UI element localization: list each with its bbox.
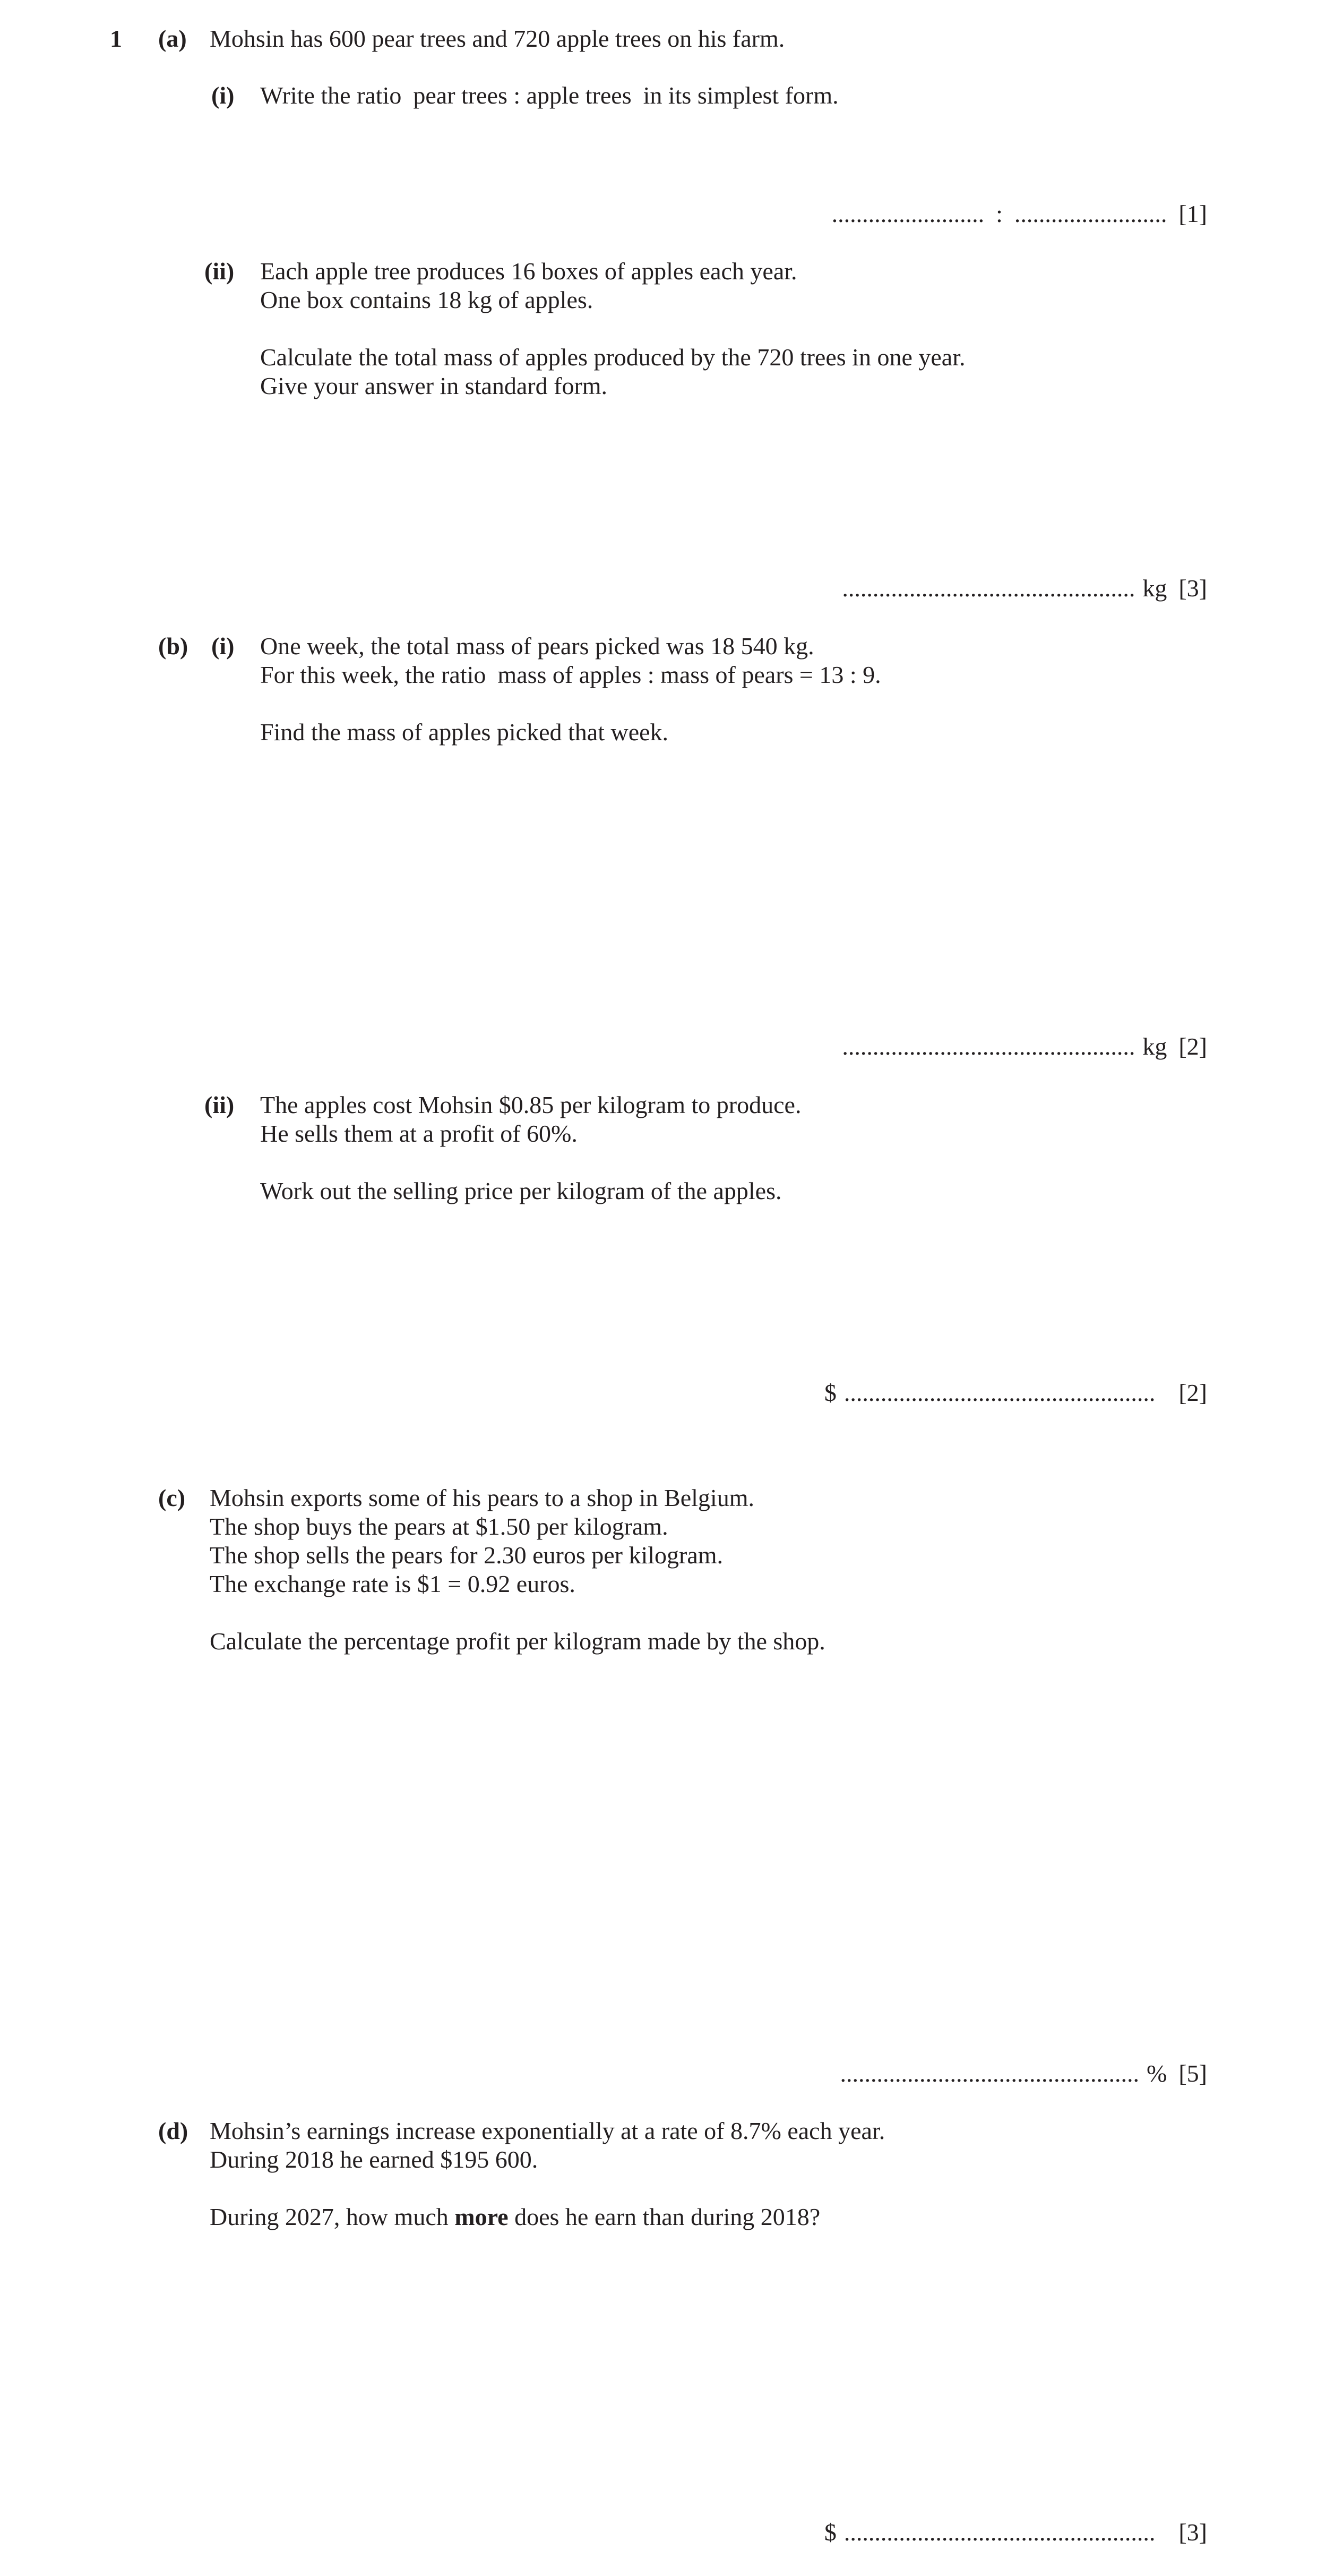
part-b-i-marks: [2] xyxy=(1178,1033,1207,1060)
question-number: 1 xyxy=(110,25,122,52)
part-a-ii-line2: One box contains 18 kg of apples. xyxy=(260,286,593,313)
part-b-ii-marks: [2] xyxy=(1178,1379,1207,1406)
part-d-line2: During 2018 he earned $195 600. xyxy=(210,2146,538,2173)
part-d-line3-post: does he earn than during 2018? xyxy=(514,2203,821,2230)
part-b-ii-line3: Work out the selling price per kilogram of the apples. xyxy=(260,1177,782,1204)
part-a-i-label: (i) xyxy=(211,82,235,109)
part-c-marks: [5] xyxy=(1178,2060,1207,2087)
part-b-i-line2-pre: For this week, the ratio xyxy=(260,661,486,688)
part-a-ii-unit: kg xyxy=(1142,575,1167,602)
part-c-answer-blank[interactable]: ................................................. xyxy=(840,2060,1140,2087)
part-a-ii-line4: Give your answer in standard form. xyxy=(260,372,608,399)
part-b-i-line1: One week, the total mass of pears picked was 18 540 kg. xyxy=(260,632,814,660)
part-b-i-line2-ratio: mass of apples : mass of pears = 13 : 9. xyxy=(497,661,881,688)
part-c-line1: Mohsin exports some of his pears to a shop in Belgium. xyxy=(210,1484,754,1511)
part-a-i-separator: : xyxy=(996,200,1003,227)
part-d-marks: [3] xyxy=(1178,2519,1207,2546)
part-a-i-answer-blank-1[interactable]: ......................... xyxy=(831,200,985,227)
part-b-i-line3: Find the mass of apples picked that week. xyxy=(260,718,669,746)
part-b-i-text xyxy=(260,632,881,747)
part-a-i-ratio: pear trees : apple trees xyxy=(413,82,632,109)
part-b-ii-currency: $ xyxy=(824,1379,837,1406)
part-b-ii-text xyxy=(260,1091,801,1205)
part-a-ii-answer-line[interactable] xyxy=(842,574,1207,603)
part-b-i-line2 xyxy=(260,661,881,688)
part-d-answer-line[interactable] xyxy=(824,2518,1207,2547)
part-d-line3-pre: During 2027, how much xyxy=(210,2203,449,2230)
part-d-answer-blank[interactable]: ................................................... xyxy=(843,2519,1156,2546)
part-d-line3-emphasis: more xyxy=(454,2203,509,2230)
part-d-line3 xyxy=(210,2203,820,2230)
part-a-i-text xyxy=(260,81,839,110)
part-d-line1: Mohsin’s earnings increase exponentially at a rate of 8.7% each year. xyxy=(210,2117,885,2144)
part-b-ii-answer-blank[interactable]: ................................................... xyxy=(843,1379,1156,1406)
part-c-line4: The exchange rate is $1 = 0.92 euros. xyxy=(210,1570,575,1597)
part-a-stem: Mohsin has 600 pear trees and 720 apple trees on his farm. xyxy=(210,25,785,52)
part-a-ii-line1: Each apple tree produces 16 boxes of apples each year. xyxy=(260,258,797,285)
part-b-ii-answer-line[interactable] xyxy=(824,1379,1207,1407)
part-a-i-marks: [1] xyxy=(1178,200,1207,227)
part-a-label: (a) xyxy=(158,25,187,52)
part-c-text xyxy=(210,1484,825,1656)
part-a-i-answer-line[interactable] xyxy=(832,200,1207,228)
part-a-i-answer-blank-2[interactable]: ......................... xyxy=(1014,200,1167,227)
part-b-i-answer-line[interactable] xyxy=(842,1032,1207,1061)
part-b-ii-line1: The apples cost Mohsin $0.85 per kilogram to produce. xyxy=(260,1091,802,1118)
part-b-i-label: (i) xyxy=(211,632,235,660)
part-a-ii-answer-blank[interactable]: ................................................ xyxy=(842,575,1135,602)
part-a-ii-label: (ii) xyxy=(204,258,235,285)
part-d-currency: $ xyxy=(824,2519,837,2546)
part-c-unit: % xyxy=(1147,2060,1167,2087)
part-a-i-text-pre: Write the ratio xyxy=(260,82,402,109)
part-d-label: (d) xyxy=(158,2117,188,2144)
part-c-label: (c) xyxy=(158,1484,186,1511)
part-b-label: (b) xyxy=(158,632,188,660)
part-a-ii-line3: Calculate the total mass of apples produced by the 720 trees in one year. xyxy=(260,344,966,371)
part-b-ii-line2: He sells them at a profit of 60%. xyxy=(260,1120,578,1147)
part-b-i-unit: kg xyxy=(1142,1033,1167,1060)
part-a-ii-text xyxy=(260,257,965,400)
part-b-i-answer-blank[interactable]: ................................................ xyxy=(842,1033,1135,1060)
part-d-text xyxy=(210,2117,885,2231)
part-c-line5: Calculate the percentage profit per kilogram made by the shop. xyxy=(210,1628,825,1655)
part-c-line2: The shop buys the pears at $1.50 per kilogram. xyxy=(210,1513,668,1540)
part-a-ii-marks: [3] xyxy=(1178,575,1207,602)
part-b-ii-label: (ii) xyxy=(204,1091,235,1118)
part-c-answer-line[interactable] xyxy=(840,2059,1207,2088)
part-a-i-text-post: in its simplest form. xyxy=(643,82,839,109)
part-c-line3: The shop sells the pears for 2.30 euros per kilogram. xyxy=(210,1542,724,1569)
